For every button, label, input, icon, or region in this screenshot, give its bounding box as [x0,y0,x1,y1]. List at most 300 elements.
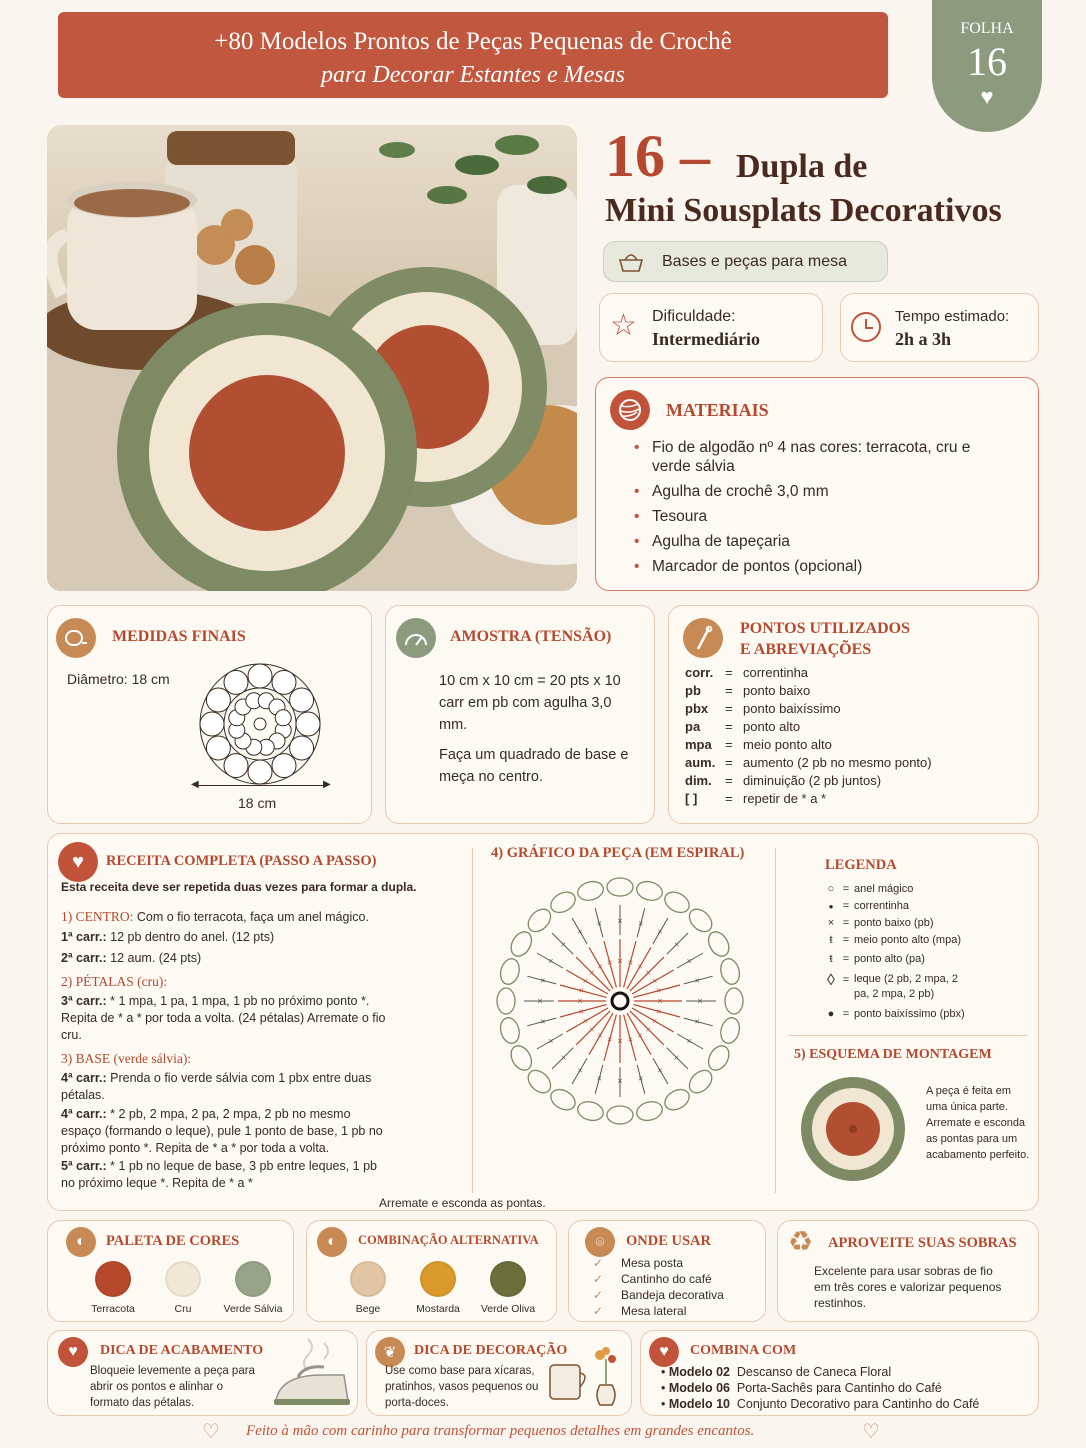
combina-text: Conjunto Decorativo para Cantinho do Café [736,1397,980,1411]
check-icon: ✓ [593,1288,604,1302]
single-crochet-icon: × [827,917,835,929]
combina-item [661,1380,979,1396]
single-crochet-mark: × [638,1073,644,1084]
shell-mark [547,1085,579,1114]
shell-mark [685,905,716,936]
step-title: 3) BASE (verde sálvia): [61,1050,192,1066]
petal-outline [224,670,248,694]
shell-mark [497,988,515,1014]
palette-card [47,1220,294,1322]
shell-mark [524,1066,555,1097]
row-4b [61,1106,391,1157]
shell-mark [635,1099,665,1123]
single-crochet-mark: × [582,976,589,986]
header-banner [58,12,888,98]
step-title: 1) CENTRO: [61,909,134,924]
row-text: * 1 mpa, 1 pa, 1 mpa, 1 pb no próximo ponto *. Repita de * a * por toda a volta. (24 pétalas) Arremate o fio cru. [61,994,386,1042]
legend-row [824,898,1034,915]
shell-mark [524,905,555,936]
petal-outline [206,736,230,760]
single-crochet-mark: × [548,956,554,966]
step-petals [61,973,391,991]
materials-item: • Agulha de crochê 3,0 mm [630,482,1010,501]
shell-mark [607,878,633,896]
materials-card [595,377,1039,591]
palette-icon: ◐ [66,1227,96,1257]
footer-heart-left-icon: ♡ [202,1421,220,1443]
width-arrow [194,785,328,786]
combina-model: Modelo 10 [668,1397,730,1411]
heart-icon: ♥ [980,84,994,109]
single-crochet-mark: × [560,1052,567,1063]
single-crochet-mark: × [686,956,692,966]
row-1 [61,929,391,946]
shell-mark [661,888,693,917]
row-text: Prenda o fio verde sálvia com 1 pbx entre duas pétalas. [61,1071,372,1102]
abbr-value: diminuição (2 pb juntos) [743,773,882,788]
difficulty-card [599,293,823,362]
where-text: Mesa posta [621,1256,684,1270]
single-crochet-mark: × [694,975,700,986]
abbr-row [685,664,1025,682]
shell-mark [498,1016,522,1046]
row-5 [61,1158,391,1192]
gauge-text: 10 cm x 10 cm = 20 pts x 10 carr em pb com agulha 3,0 mm. [439,673,621,733]
shell-mark [507,928,536,960]
shell-mark [576,879,606,903]
row-text: 12 pb dentro do anel. (12 pts) [110,930,275,945]
single-crochet-mark: × [627,1034,634,1045]
single-crochet-mark: × [606,1034,613,1045]
swatch-terracota [95,1261,131,1297]
single-crochet-mark: × [560,939,567,950]
swatch-label: Bege [355,1303,381,1315]
finishing-title: DICA DE ACABAMENTO [100,1343,264,1358]
single-crochet-mark: × [596,918,602,929]
product-photo [47,125,577,591]
alt-swatches [333,1261,543,1315]
petal-outline [290,736,314,760]
abbr-value: repetir de * a * [743,791,827,806]
difficulty-value: Intermediário [652,329,760,349]
abbr-equals: = [725,719,733,734]
stitches-title [740,618,910,660]
petal-outline [272,670,296,694]
single-crochet-mark: × [673,1052,680,1063]
swatch-bege [350,1261,386,1297]
legend-text: correntinha [854,900,910,912]
abbr-equals: = [725,701,733,716]
single-crochet-mark: × [578,1006,585,1017]
tape-measure-icon [56,618,96,658]
gauge-tip: Faça um quadrado de base e meça no centro. [439,747,629,785]
abbr-row [685,736,1025,754]
stitches-card [668,605,1039,824]
where-text: Mesa lateral [621,1304,687,1318]
combina-list [661,1364,979,1412]
step-text: Com o fio terracota, faça um anel mágico. [136,910,369,924]
chain-icon: ● [828,902,834,911]
heart-icon: ♥ [649,1337,679,1367]
single-crochet-mark: × [697,996,703,1006]
abbr-key: pa [685,719,701,734]
decor-text: Use como base para xícaras, pratinhos, vasos pequenos ou porta-doces. [385,1365,539,1409]
petal-outline [206,688,230,712]
row-label: 4ª carr.: [61,1071,107,1086]
abbr-value: ponto baixo [743,683,811,698]
decor-title: DICA DE DECORAÇÃO [414,1343,568,1358]
petal-outline [224,754,248,778]
row-label: 1ª carr.: [61,930,107,945]
single-crochet-mark: × [537,996,543,1006]
single-crochet-mark: × [637,1030,643,1041]
materials-item: • Tesoura [630,507,1010,526]
folha-label: FOLHA [960,20,1014,37]
row-label: 4ª carr.: [61,1106,107,1121]
gauge-card [385,605,655,824]
abbr-value: ponto alto [743,719,801,734]
alt-colors-card [306,1220,557,1322]
abbr-value: correntinha [743,665,809,680]
model-title-line2: Mini Sousplats Decorativos [605,192,1002,229]
shell-mark [685,1066,716,1097]
shell-mark [576,1099,606,1123]
magic-ring-symbol [612,993,628,1009]
abbr-value: aumento (2 pb no mesmo ponto) [743,755,932,770]
double-crochet-icon: ŧ [829,953,833,965]
swatch-item [403,1261,473,1315]
abbr-row [685,682,1025,700]
crochet-hook-icon [683,618,723,658]
abbr-equals: = [725,755,733,770]
header-subtitle: para Decorar Estantes e Mesas [321,62,625,88]
legend-equals: = [842,953,850,965]
single-crochet-mark: × [578,985,585,996]
recycle-icon: ♻ [788,1226,814,1257]
single-crochet-mark: × [627,957,634,968]
gauge-icon [396,618,436,658]
single-crochet-mark: × [637,961,643,972]
heart-icon: ♥ [58,842,98,882]
abbr-row [685,700,1025,718]
petal-outline [200,712,224,736]
recipe-intro: Esta receita deve ser repetida duas vezes para formar a dupla. [61,880,417,894]
swatch-item [333,1261,403,1315]
leftovers-card [777,1220,1039,1322]
abbr-equals: = [725,737,733,752]
swatch-label: Verde Oliva [480,1303,536,1315]
abbr-equals: = [725,665,733,680]
row-label: 3ª carr.: [61,994,107,1009]
crochet-chart [480,866,760,1136]
alt-title: COMBINAÇÃO ALTERNATIVA [358,1233,539,1247]
row-2 [61,950,391,967]
single-crochet-mark: × [577,1065,583,1076]
single-crochet-mark: × [651,976,658,986]
footer-heart-right-icon: ♡ [862,1421,880,1443]
row-label: 5ª carr.: [61,1159,107,1174]
combina-model: Modelo 06 [668,1381,730,1395]
divider [775,848,776,1193]
shell-mark [498,957,522,987]
steam-iron-icon [268,1335,354,1415]
combina-model: Modelo 02 [668,1365,730,1379]
recipe-title: RECEITA COMPLETA (PASSO A PASSO) [106,853,377,869]
petal-outline [248,760,272,784]
legend-text: ponto baixo (pb) [854,917,934,929]
legend-list [824,881,1034,1023]
shell-mark [718,1016,742,1046]
single-crochet-mark: × [694,1016,700,1027]
row-4a [61,1070,391,1104]
row-text: * 1 pb no leque de base, 3 pb entre leques, 1 pb no próximo leque *. Repita de * a * [61,1159,378,1191]
swatch-verde-salvia [235,1261,271,1297]
shell-mark [507,1042,536,1074]
finishing-text: Bloqueie levemente a peça para abrir os pontos e alinhar o formato das pétalas. [90,1365,255,1409]
leftovers-text: Excelente para usar sobras de fio em três cores e valorizar pequenos restinhos. [814,1264,1002,1310]
petal-outline [248,664,272,688]
bullet-icon: • [661,1397,666,1411]
assembly-text: A peça é feita em uma única parte. Arremate e esconda as pontas para um acabamento perfeito. [926,1085,1030,1161]
materials-list [630,438,1010,576]
single-crochet-mark: × [657,1065,663,1076]
abbr-value: meio ponto alto [743,737,832,752]
time-value: 2h a 3h [895,329,952,349]
flower-outline-diagram [190,654,330,794]
where-text: Cantinho do café [621,1272,712,1286]
category-text: Bases e peças para mesa [662,252,847,270]
assembly-title: 5) ESQUEMA DE MONTAGEM [794,1047,992,1062]
shell-mark [607,1106,633,1124]
abbr-key: corr. [685,665,714,680]
chart-title: 4) GRÁFICO DA PEÇA (EM ESPIRAL) [491,845,745,861]
heart-icon: ♥ [58,1337,88,1367]
legend-text: leque (2 pb, 2 mpa, 2 pa, 2 mpa, 2 pb) [854,973,958,1000]
recipe-finish: Arremate e esconda as pontas. [379,1196,546,1210]
divider [472,848,473,1193]
legend-row [824,932,1034,949]
row-text: 12 aum. (24 pts) [110,951,202,966]
single-crochet-mark: × [589,967,595,978]
recipe-card [47,833,1039,1211]
stitches-title-line1: PONTOS UTILIZADOS [740,620,910,637]
magic-ring-icon: ○ [827,883,835,895]
leaf-icon: ❦ [375,1337,405,1367]
check-icon: ✓ [593,1256,604,1270]
legend-title: LEGENDA [825,857,897,873]
arrow-right-icon: ▶ [323,779,331,790]
legend-equals: = [842,883,850,895]
divider [788,1035,1028,1036]
single-crochet-mark: × [657,926,663,937]
abbr-key: dim. [685,773,712,788]
where-item [593,1287,724,1303]
measures-title: MEDIDAS FINAIS [112,628,246,645]
palette-swatches [78,1261,288,1315]
difficulty-label: Dificuldade: [652,308,736,325]
single-crochet-mark: × [596,1073,602,1084]
legend-row [824,951,1034,968]
shell-mark [704,1042,733,1074]
single-crochet-mark: × [651,1016,658,1026]
abbr-key: aum. [685,755,716,770]
finishing-card [47,1330,358,1416]
single-crochet-mark: × [577,996,583,1006]
width-label: 18 cm [238,795,277,811]
shell-icon: ◊ [827,972,835,989]
shell-mark [704,928,733,960]
palette-title: PALETA DE CORES [106,1233,240,1249]
materials-item: • Fio de algodão nº 4 nas cores: terracota, cru e verde sálvia [630,438,1010,476]
where-title: ONDE USAR [626,1233,711,1249]
legend-row [824,881,1034,898]
abbreviation-list [685,664,1025,808]
location-pin-icon: ⌾ [585,1227,615,1257]
single-crochet-mark: × [645,967,651,978]
legend-equals: = [842,900,850,912]
single-crochet-mark: × [638,918,644,929]
check-icon: ✓ [593,1272,604,1286]
combina-title: COMBINA COM [690,1343,797,1358]
where-card [568,1220,766,1322]
row-3 [61,993,391,1044]
bullet-icon: • [661,1365,666,1379]
legend-row [824,972,1034,1002]
model-number: 16 – [605,123,710,189]
single-crochet-mark: × [657,996,663,1006]
abbr-equals: = [725,683,733,698]
where-list [593,1255,724,1319]
legend-equals: = [842,974,850,986]
single-crochet-mark: × [597,1030,603,1041]
petal-outline [272,754,296,778]
single-crochet-mark: × [606,957,613,968]
assembly-diagram [788,1077,918,1182]
step-base [61,1050,391,1068]
swatch-mostarda [420,1261,456,1297]
combina-text: Descanso de Caneca Floral [736,1365,892,1379]
single-crochet-mark: × [597,961,603,972]
legend-text: anel mágico [854,883,914,895]
palette-icon: ◐ [317,1227,347,1257]
recipe-body [61,908,391,1192]
single-crochet-mark: × [589,1024,595,1035]
abbr-row [685,754,1025,772]
petal-outline [290,688,314,712]
step-center [61,908,391,926]
folha-tab [932,0,1042,132]
single-crochet-mark: × [673,939,680,950]
category-pill [603,241,888,282]
folha-number: 16 [967,39,1007,84]
abbr-equals: = [725,791,733,806]
bullet-icon: • [661,1381,666,1395]
single-crochet-mark: × [540,1016,546,1027]
swatch-item [218,1261,288,1315]
shell-mark [547,888,579,917]
abbr-row [685,718,1025,736]
abbr-key: mpa [685,737,712,752]
single-crochet-mark: × [617,1076,623,1086]
materials-item: • Marcador de pontos (opcional) [630,557,1010,576]
where-text: Bandeja decorativa [621,1288,724,1302]
single-crochet-mark: × [645,1024,651,1035]
step-title: 2) PÉTALAS (cru): [61,973,168,989]
single-crochet-mark: × [655,985,662,996]
header-title: +80 Modelos Prontos de Peças Pequenas de Crochê [214,28,732,55]
where-item [593,1303,724,1319]
single-crochet-mark: × [655,1006,662,1017]
single-crochet-mark: × [617,1036,623,1046]
where-item [593,1255,724,1271]
swatch-item [473,1261,543,1315]
swatch-label: Mostarda [416,1303,460,1315]
abbr-row [685,790,1025,808]
row-label: 2ª carr.: [61,951,107,966]
swatch-label: Cru [174,1303,192,1315]
materials-title: MATERIAIS [666,400,769,420]
arrow-left-icon: ◀ [191,779,199,790]
time-label: Tempo estimado: [895,308,1010,325]
half-double-crochet-icon: ŧ [829,934,833,946]
abbr-value: ponto baixíssimo [743,701,841,716]
abbr-key: pb [685,683,701,698]
combina-text: Porta-Sachês para Cantinho do Café [736,1381,942,1395]
inner-petal-outline [275,710,291,726]
legend-equals: = [842,934,850,946]
single-crochet-mark: × [686,1036,692,1046]
legend-text: ponto baixíssimo (pbx) [854,1008,965,1020]
swatch-item [148,1261,218,1315]
abbr-equals: = [725,773,733,788]
single-crochet-mark: × [582,1016,589,1026]
stitches-title-line2: E ABREVIAÇÕES [740,641,872,658]
yarn-icon [610,390,650,430]
check-icon: ✓ [593,1304,604,1318]
swatch-verde-oliva [490,1261,526,1297]
swatch-cru [165,1261,201,1297]
diameter-text: Diâmetro: 18 cm [67,671,170,687]
clock-icon [851,312,881,342]
swatch-item [78,1261,148,1315]
abbr-key: [ ] [685,791,698,806]
single-crochet-mark: × [540,975,546,986]
shell-mark [661,1085,693,1114]
time-card [840,293,1039,362]
gauge-title: AMOSTRA (TENSÃO) [450,628,612,645]
measures-card [47,605,372,824]
combina-item [661,1396,979,1412]
legend-text: meio ponto alto (mpa) [854,934,961,946]
leftovers-title: APROVEITE SUAS SOBRAS [828,1235,1017,1251]
single-crochet-mark: × [617,956,623,966]
footer-text: Feito à mão com carinho para transformar pequenos detalhes em grandes encantos. [246,1423,755,1439]
single-crochet-mark: × [577,926,583,937]
decor-card [366,1330,632,1416]
legend-row [824,1006,1034,1023]
petal-outline [296,712,320,736]
star-icon: ☆ [610,309,637,342]
shell-mark [635,879,665,903]
abbr-key: pbx [685,701,709,716]
combina-item [661,1364,979,1380]
slip-stitch-icon: ● [827,1008,835,1020]
swatch-label: Terracota [91,1303,135,1315]
shell-mark [725,988,743,1014]
legend-text: ponto alto (pa) [854,953,925,965]
combina-card [640,1330,1039,1416]
cup-vase-icon [542,1345,628,1413]
